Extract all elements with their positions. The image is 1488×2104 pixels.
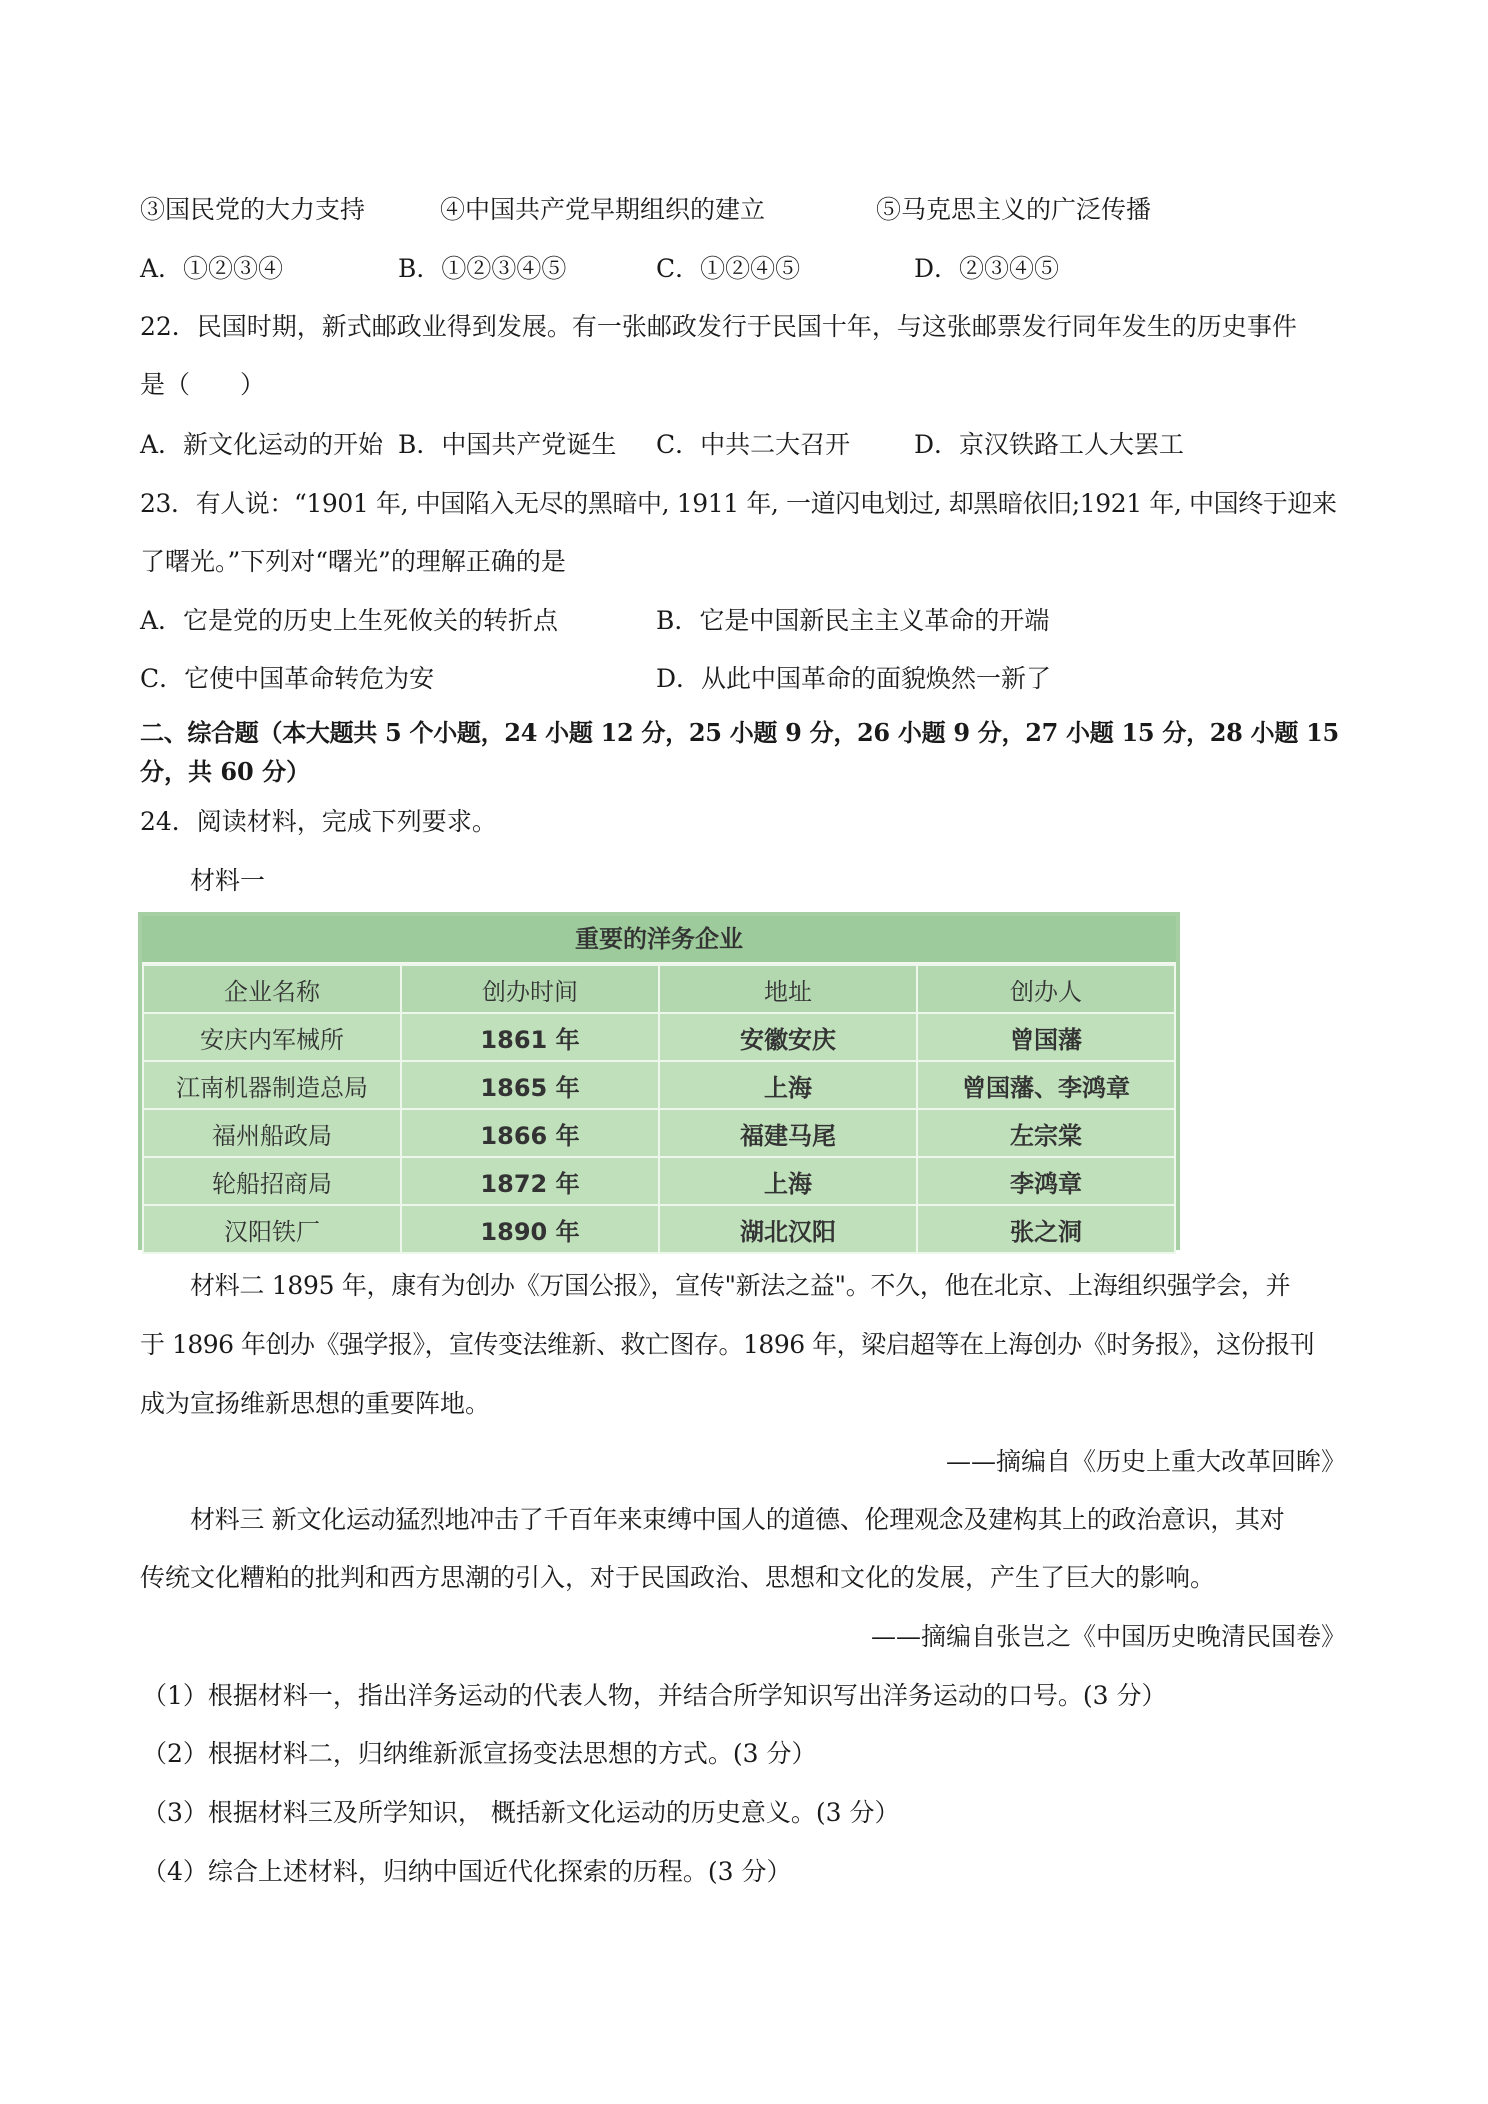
table-cell: 汉阳铁厂 <box>143 1205 401 1253</box>
q23-stem-line2: 了曙光。”下列对“曙光”的理解正确的是 <box>140 547 566 576</box>
q21-item-5: ⑤马克思主义的广泛传播 <box>876 195 1152 224</box>
material2-line1: 材料二 1895 年，康有为创办《万国公报》，宣传"新法之益"。不久，他在北京、上海组织强学会，并 <box>190 1271 1291 1300</box>
table-title: 重要的洋务企业 <box>142 916 1176 964</box>
q21-option-b: B．①②③④⑤ <box>398 254 567 283</box>
table-cell: 1872 年 <box>401 1157 659 1205</box>
section2-heading-line2: 分，共 60 分） <box>140 757 311 786</box>
table-cell: 上海 <box>659 1157 917 1205</box>
table-cell: 轮船招商局 <box>143 1157 401 1205</box>
table-cell: 福州船政局 <box>143 1109 401 1157</box>
section2-heading-line1: 二、综合题（本大题共 5 个小题，24 小题 12 分，25 小题 9 分，26 小题 9 分，27 小题 15 分，28 小题 15 <box>140 718 1339 747</box>
subquestion-4: （4）综合上述材料，归纳中国近代化探索的历程。(3 分） <box>142 1857 792 1886</box>
q22-option-c: C．中共二大召开 <box>656 430 851 459</box>
table-cell: 左宗棠 <box>917 1109 1175 1157</box>
q22-stem-line2: 是（ ） <box>140 370 266 399</box>
table-header-cell: 企业名称 <box>143 965 401 1013</box>
table-cell: 福建马尾 <box>659 1109 917 1157</box>
q22-option-b: B．中国共产党诞生 <box>398 430 617 459</box>
q24-stem: 24．阅读材料，完成下列要求。 <box>140 807 497 836</box>
table-cell: 1890 年 <box>401 1205 659 1253</box>
material2-line3: 成为宣扬维新思想的重要阵地。 <box>140 1389 491 1418</box>
table-cell: 李鸿章 <box>917 1157 1175 1205</box>
table-header-cell: 创办人 <box>917 965 1175 1013</box>
subquestion-2: （2）根据材料二，归纳维新派宣扬变法思想的方式。(3 分） <box>142 1739 817 1768</box>
q23-option-a: A．它是党的历史上生死攸关的转折点 <box>140 606 559 635</box>
q21-option-a: A．①②③④ <box>140 254 284 283</box>
material3-source: ——摘编自张岂之《中国历史晚清民国卷》 <box>870 1622 1346 1651</box>
q23-stem-line1: 23．有人说：“1901 年, 中国陷入无尽的黑暗中, 1911 年, 一道闪电划过, 却黑暗依旧;1921 年, 中国终于迎来 <box>140 489 1337 518</box>
q22-stem-line1: 22．民国时期，新式邮政业得到发展。有一张邮政发行于民国十年，与这张邮票发行同年发生的历史事件 <box>140 312 1297 341</box>
subquestion-1: （1）根据材料一，指出洋务运动的代表人物，并结合所学知识写出洋务运动的口号。(3 分） <box>142 1681 1167 1710</box>
table-cell: 湖北汉阳 <box>659 1205 917 1253</box>
table-row <box>143 1205 1175 1253</box>
table-cell: 曾国藩 <box>917 1013 1175 1061</box>
q21-option-c: C．①②④⑤ <box>656 254 801 283</box>
table-cell: 江南机器制造总局 <box>143 1061 401 1109</box>
q22-option-a: A．新文化运动的开始 <box>140 430 384 459</box>
q23-option-d: D．从此中国革命的面貌焕然一新了 <box>656 664 1052 693</box>
table-cell: 曾国藩、李鸿章 <box>917 1061 1175 1109</box>
material2-source: ——摘编自《历史上重大改革回眸》 <box>945 1447 1346 1476</box>
q21-item-4: ④中国共产党早期组织的建立 <box>440 195 766 224</box>
q22-option-d: D．京汉铁路工人大罢工 <box>914 430 1185 459</box>
table-cell: 上海 <box>659 1061 917 1109</box>
yangwu-enterprise-table-image <box>138 912 1180 1250</box>
table-cell: 安庆内军械所 <box>143 1013 401 1061</box>
table-header-row <box>143 965 1175 1013</box>
q23-option-c: C．它使中国革命转危为安 <box>140 664 435 693</box>
material2-line2: 于 1896 年创办《强学报》，宣传变法维新、救亡图存。1896 年，梁启超等在上海创办《时务报》，这份报刊 <box>140 1330 1315 1359</box>
table-cell: 张之洞 <box>917 1205 1175 1253</box>
table-row <box>143 1109 1175 1157</box>
yangwu-enterprise-table <box>142 964 1176 1254</box>
table-header-cell: 地址 <box>659 965 917 1013</box>
q21-option-d: D．②③④⑤ <box>914 254 1060 283</box>
q23-option-b: B．它是中国新民主主义革命的开端 <box>656 606 1050 635</box>
table-cell: 1861 年 <box>401 1013 659 1061</box>
material1-label: 材料一 <box>190 866 266 895</box>
table-cell: 1866 年 <box>401 1109 659 1157</box>
subquestion-3: （3）根据材料三及所学知识， 概括新文化运动的历史意义。(3 分） <box>142 1798 900 1827</box>
table-row <box>143 1061 1175 1109</box>
q21-item-3: ③国民党的大力支持 <box>140 195 366 224</box>
table-row <box>143 1013 1175 1061</box>
material3-line2: 传统文化糟粕的批判和西方思潮的引入，对于民国政治、思想和文化的发展，产生了巨大的影响。 <box>140 1563 1216 1592</box>
material3-line1: 材料三 新文化运动猛烈地冲击了千百年来束缚中国人的道德、伦理观念及建构其上的政治意识，其对 <box>190 1505 1285 1534</box>
table-cell: 安徽安庆 <box>659 1013 917 1061</box>
table-row <box>143 1157 1175 1205</box>
table-cell: 1865 年 <box>401 1061 659 1109</box>
table-header-cell: 创办时间 <box>401 965 659 1013</box>
